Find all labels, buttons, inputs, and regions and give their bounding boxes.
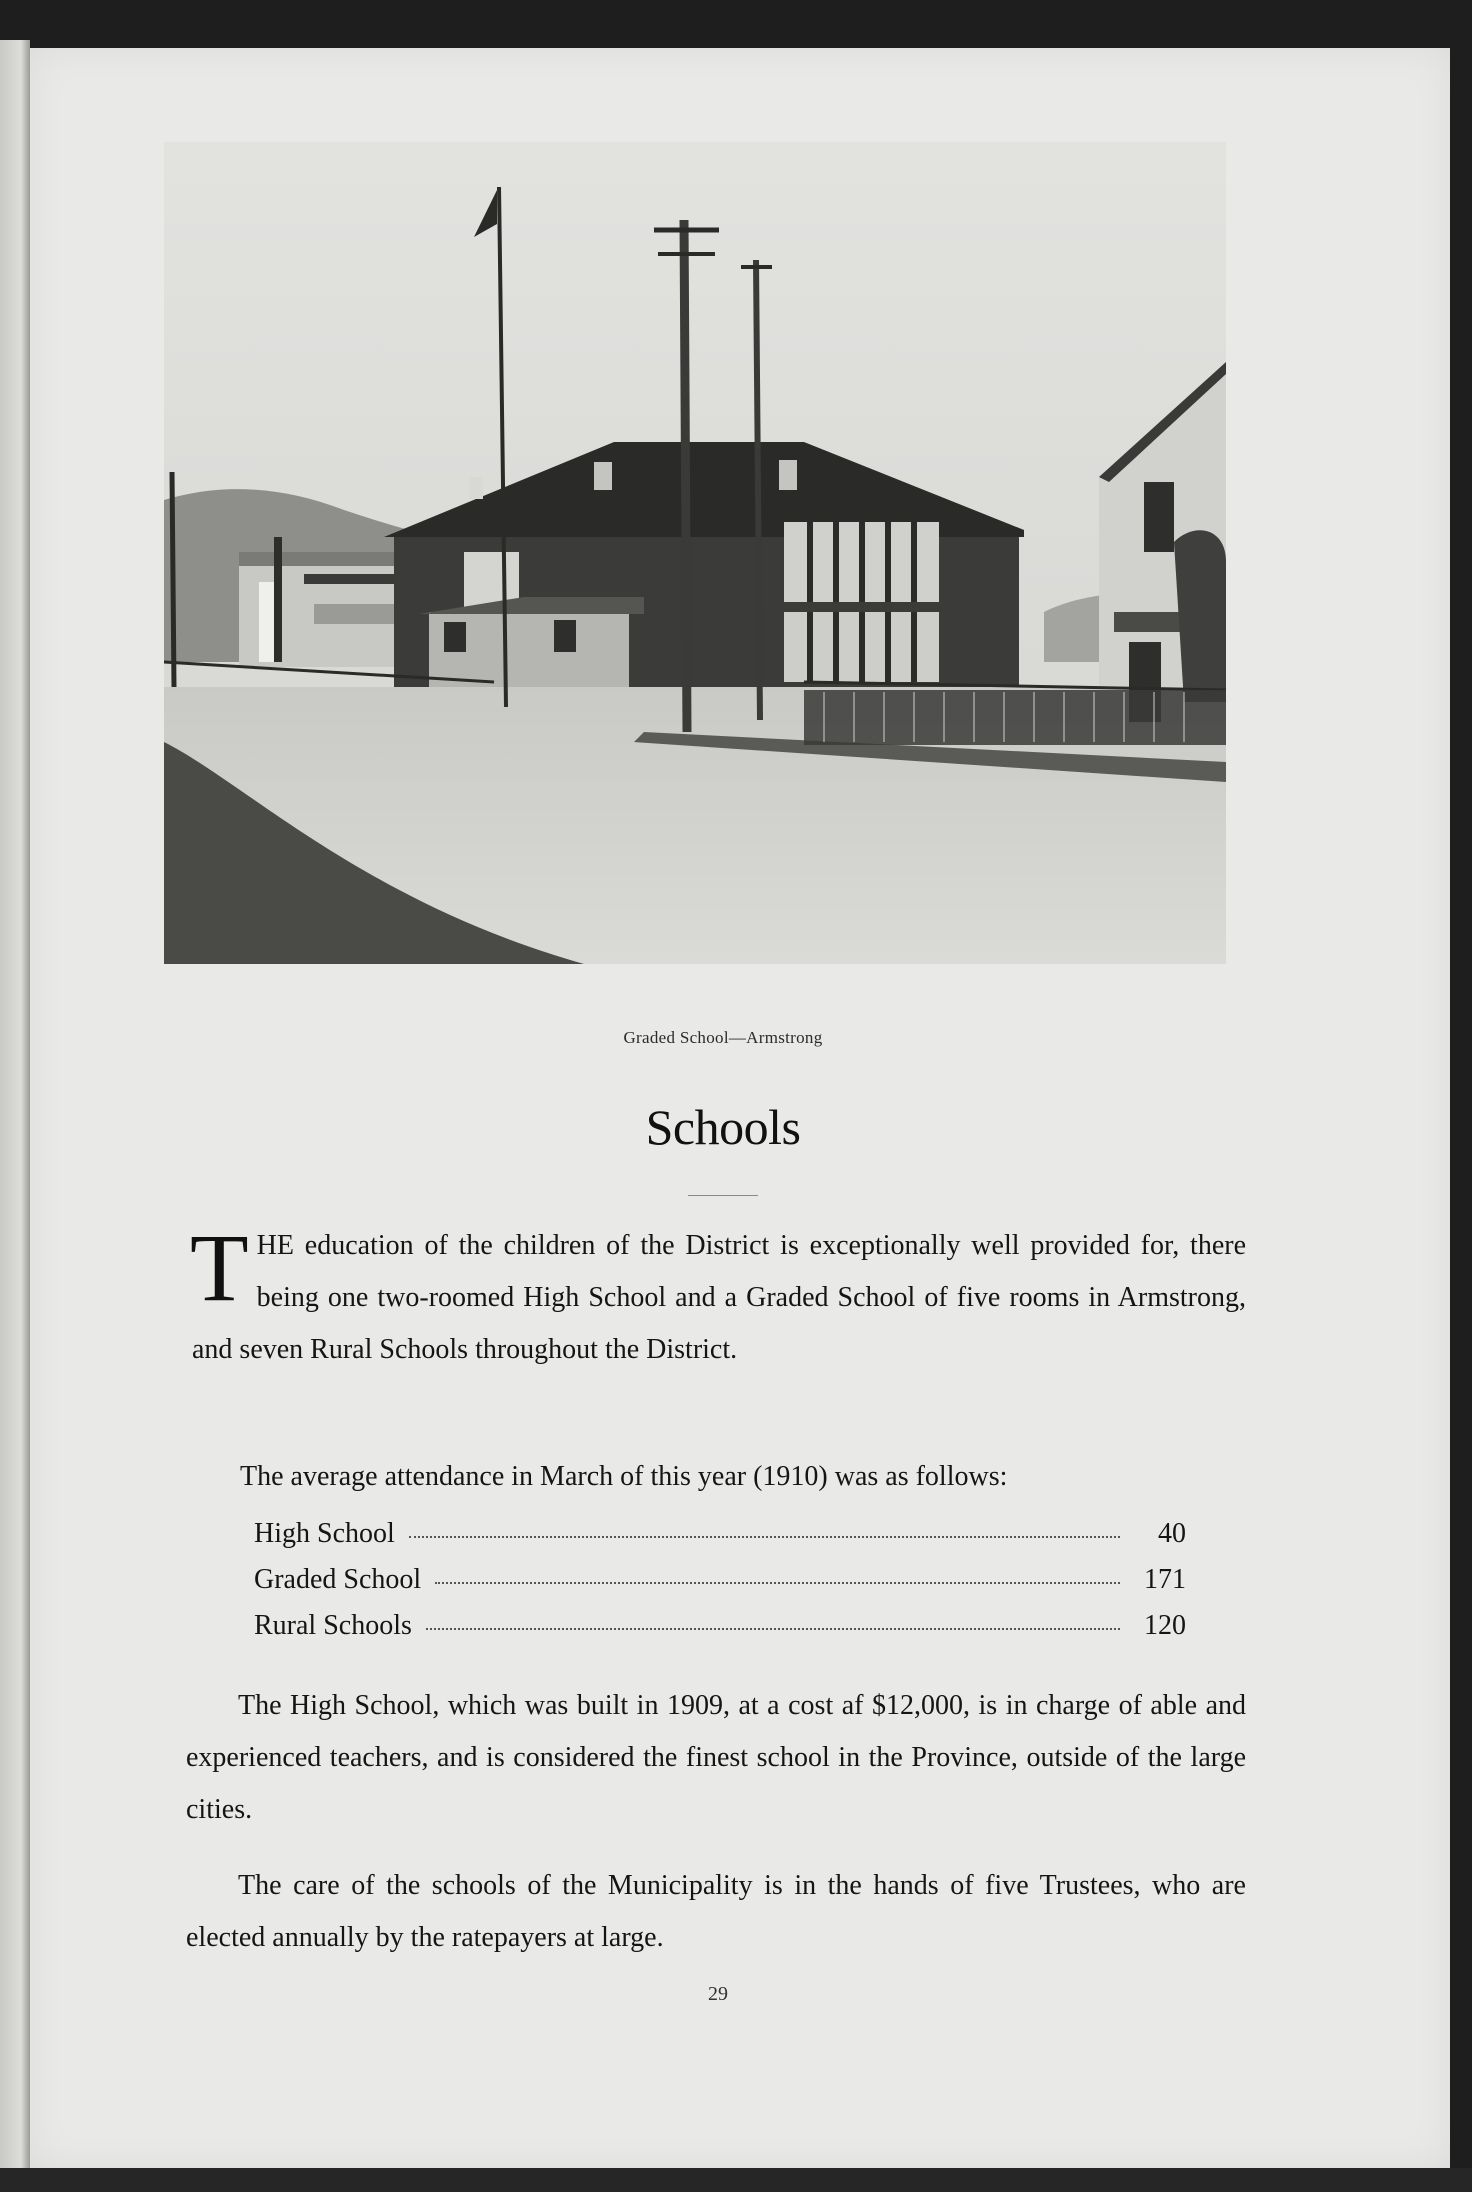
attendance-row-high-school (254, 1518, 1186, 1564)
high-school-paragraph: The High School, which was built in 1909, at a cost af $12,000, is in charge of able and experienced teachers, and is considered the finest school in the Province, outside of the large cities. (186, 1690, 1246, 1825)
photo-caption: Graded School—Armstrong (623, 1028, 823, 1047)
attendance-intro: The average attendance in March of this year (1910) was as follows: (240, 1461, 1008, 1492)
photograph-image (164, 142, 1226, 964)
attendance-value: 120 (1144, 1610, 1186, 1641)
page-number: 29 (708, 1983, 728, 2005)
dot-leader (409, 1536, 1120, 1538)
attendance-value: 171 (1144, 1564, 1186, 1595)
drop-cap: T (190, 1214, 249, 1321)
intro-paragraph (190, 1214, 1246, 1376)
school-photograph (164, 142, 1226, 964)
attendance-row-graded-school (254, 1564, 1186, 1610)
page-title: Schools (645, 1099, 801, 1155)
attendance-label: Graded School (254, 1564, 422, 1595)
scan-border (0, 2168, 1472, 2192)
attendance-label: Rural Schools (254, 1610, 412, 1641)
intro-paragraph-text: HE education of the children of the District is exceptionally well provided for, there being one two-roomed High School and a Graded School of five rooms in Armstrong, and seven Rural Schools throughout the District. (192, 1230, 1246, 1365)
dot-leader (426, 1628, 1120, 1630)
dot-leader (435, 1582, 1120, 1584)
trustees-paragraph: The care of the schools of the Municipality is in the hands of five Trustees, who are elected annually by the ratepayers at large. (186, 1870, 1246, 1953)
title-rule (688, 1195, 758, 1196)
attendance-label: High School (254, 1518, 395, 1549)
attendance-row-rural-schools (254, 1610, 1186, 1656)
attendance-value: 40 (1158, 1518, 1186, 1549)
page-gutter (0, 40, 30, 2180)
